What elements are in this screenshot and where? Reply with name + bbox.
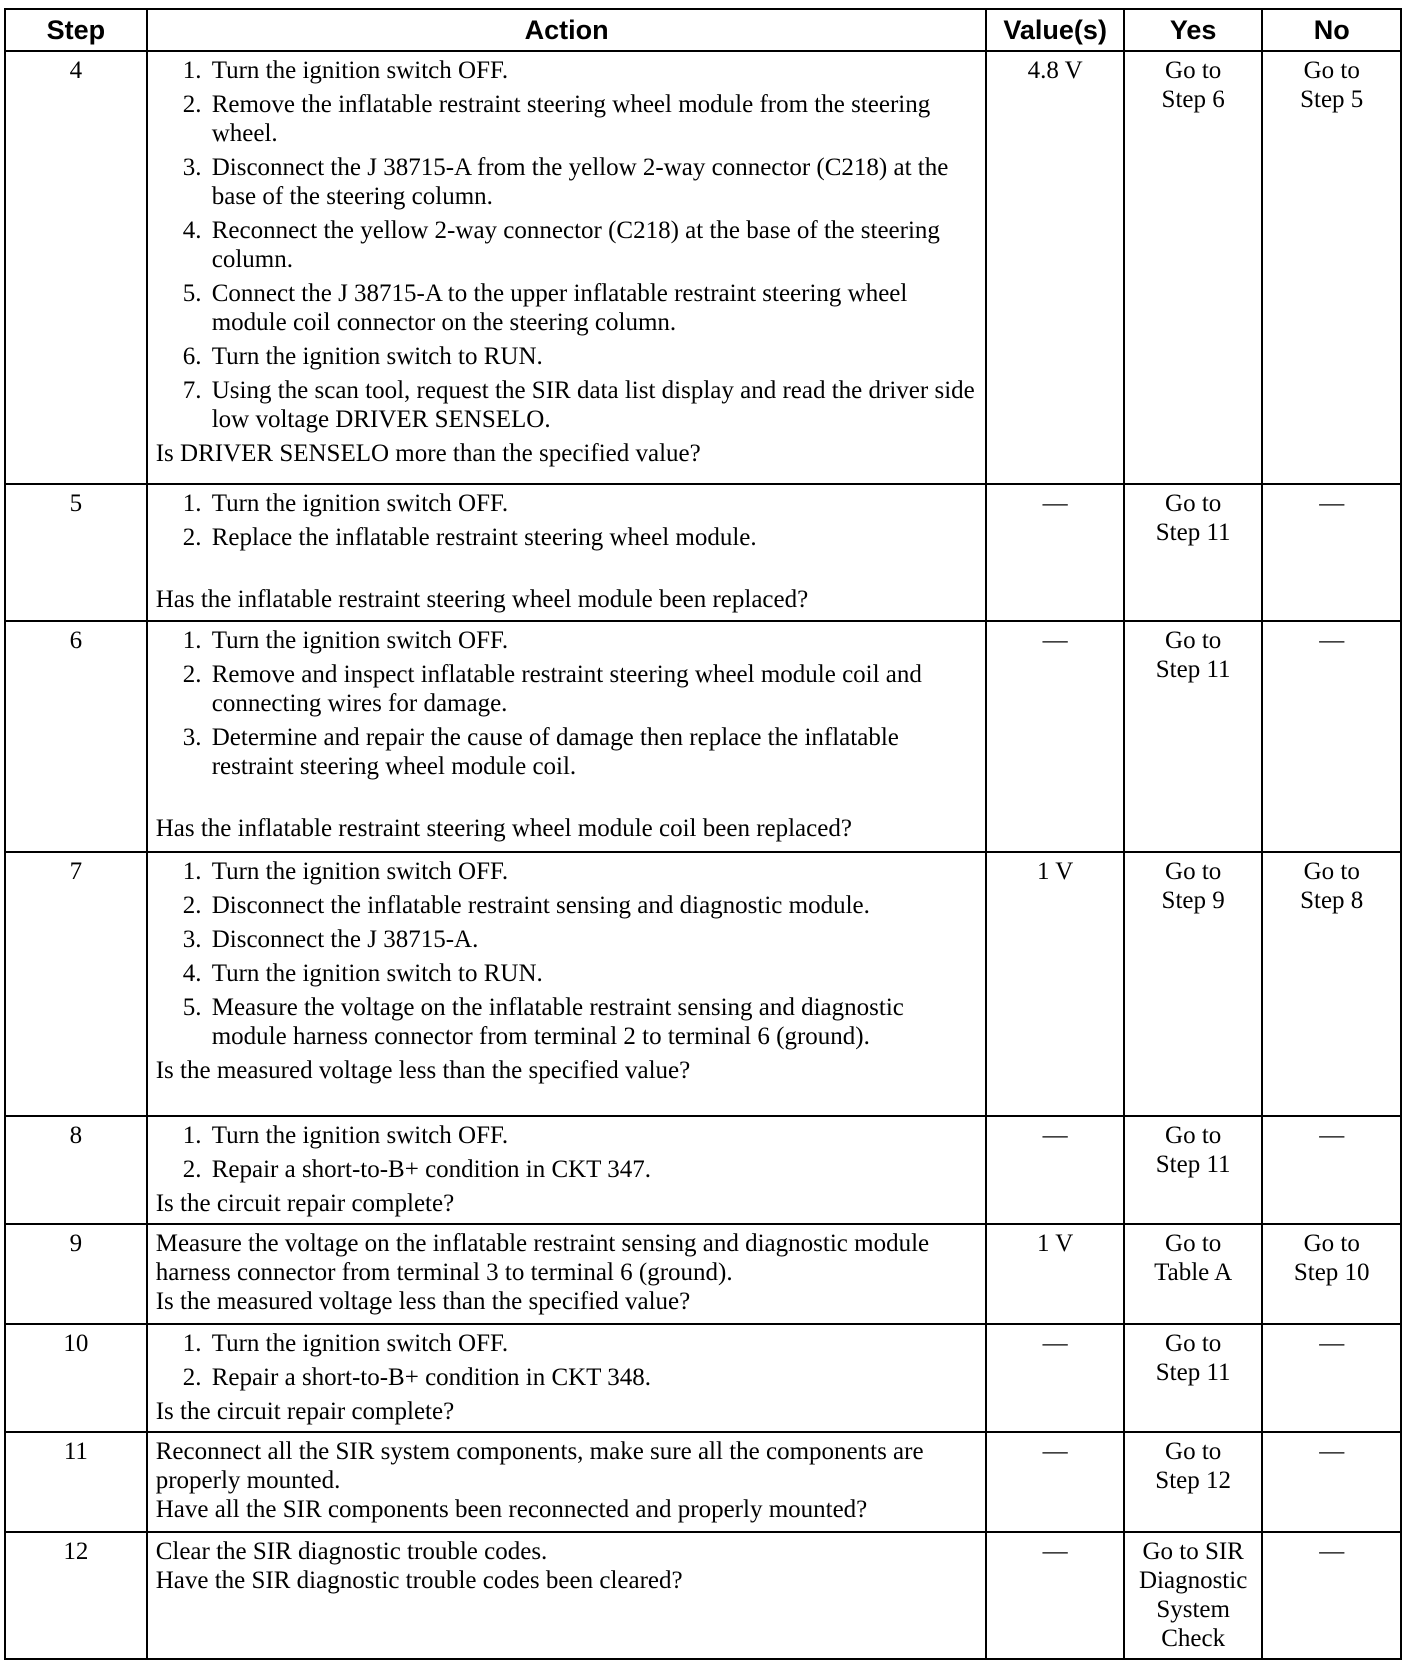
action-item: 2. Disconnect the inflatable restraint sensing and diagnostic module. — [208, 891, 978, 920]
yes-line: Step 12 — [1155, 1467, 1231, 1495]
yes-line: Step 11 — [1155, 1359, 1231, 1387]
diagnostic-table — [4, 8, 1402, 1660]
action-list — [156, 857, 978, 1051]
action-cell — [147, 484, 987, 621]
action-item: 7. Using the scan tool, request the SIR data list display and read the driver side low voltage DRIVER SENSELO. — [208, 376, 978, 434]
value-cell: 1 V — [986, 1224, 1123, 1324]
action-cell — [147, 852, 987, 1116]
yes-cell — [1124, 1224, 1263, 1324]
action-list — [156, 1121, 978, 1184]
action-item: 3. Determine and repair the cause of damage then replace the inflatable restraint steering wheel module coil. — [208, 723, 978, 781]
no-cell — [1262, 1224, 1401, 1324]
yes-cell — [1124, 1432, 1263, 1532]
no-line: Step 5 — [1300, 86, 1364, 113]
no-cell — [1262, 1532, 1401, 1659]
action-item: 4. Reconnect the yellow 2-way connector (C218) at the base of the steering column. — [208, 216, 978, 274]
yes-cell — [1124, 852, 1263, 1116]
step-number: 11 — [5, 1432, 147, 1532]
no-cell — [1262, 1432, 1401, 1532]
action-item: 1. Turn the ignition switch OFF. — [208, 56, 978, 85]
no-line: — — [1319, 1538, 1345, 1566]
no-cell — [1262, 852, 1401, 1116]
value-cell: — — [986, 621, 1123, 853]
action-cell — [147, 621, 987, 853]
action-item: 2. Repair a short-to-B+ condition in CKT 348. — [208, 1363, 978, 1392]
yes-line: Step 11 — [1155, 518, 1231, 546]
table-row-step-6 — [5, 621, 1401, 853]
yes-line: Step 9 — [1161, 887, 1225, 915]
yes-line: Go to — [1165, 626, 1222, 654]
yes-line: Go to — [1165, 1230, 1222, 1258]
yes-cell — [1124, 1116, 1263, 1224]
no-cell — [1262, 484, 1401, 621]
action-item: 2. Remove the inflatable restraint steering wheel module from the steering wheel. — [208, 90, 978, 148]
action-item: 6. Turn the ignition switch to RUN. — [208, 342, 978, 371]
no-line: — — [1319, 1122, 1345, 1150]
no-line: — — [1319, 626, 1345, 654]
yes-cell — [1124, 1532, 1263, 1659]
no-cell — [1262, 621, 1401, 853]
yes-line: Go to — [1165, 57, 1222, 84]
step-number: 9 — [5, 1224, 147, 1324]
yes-line: Step 11 — [1155, 1151, 1231, 1179]
action-item: 3. Disconnect the J 38715-A. — [208, 925, 978, 954]
value-cell: — — [986, 1116, 1123, 1224]
action-question: Has the inflatable restraint steering wheel module been replaced? — [155, 585, 809, 613]
header-row — [5, 9, 1401, 51]
yes-line: Go to — [1165, 1330, 1222, 1358]
action-question: Is DRIVER SENSELO more than the specified value? — [155, 440, 701, 467]
action-cell — [147, 1116, 987, 1224]
yes-line: Step 6 — [1161, 86, 1225, 113]
step-number: 5 — [5, 484, 147, 621]
no-line: — — [1319, 1330, 1345, 1358]
action-item: 1. Turn the ignition switch OFF. — [208, 1121, 978, 1150]
step-number: 4 — [5, 51, 147, 484]
no-line: Step 8 — [1300, 887, 1364, 915]
header-no: No — [1262, 9, 1401, 51]
action-question: Is the measured voltage less than the specified value? — [155, 1057, 691, 1085]
step-number: 6 — [5, 621, 147, 853]
action-question: Has the inflatable restraint steering wheel module coil been replaced? — [155, 814, 852, 842]
action-cell — [147, 1532, 987, 1659]
value-cell: 1 V — [986, 852, 1123, 1116]
step-number: 7 — [5, 852, 147, 1116]
yes-line: Table A — [1154, 1259, 1233, 1287]
step-number: 10 — [5, 1324, 147, 1432]
action-item: 5. Connect the J 38715-A to the upper inflatable restraint steering wheel module coil connector on the steering column. — [208, 279, 978, 337]
table-row-step-10 — [5, 1324, 1401, 1432]
table-row-step-9 — [5, 1224, 1401, 1324]
action-item: 2. Remove and inspect inflatable restraint steering wheel module coil and connecting wires for damage. — [208, 660, 978, 718]
action-item: 3. Disconnect the J 38715-A from the yellow 2-way connector (C218) at the base of the steering column. — [208, 153, 978, 211]
step-number: 8 — [5, 1116, 147, 1224]
yes-line: Diagnostic — [1138, 1567, 1248, 1595]
action-cell — [147, 1224, 987, 1324]
yes-line: Step 11 — [1155, 655, 1231, 683]
action-question: Have the SIR diagnostic trouble codes been cleared? — [155, 1567, 683, 1595]
yes-cell — [1124, 1324, 1263, 1432]
header-values: Value(s) — [986, 9, 1123, 51]
action-item: 1. Turn the ignition switch OFF. — [208, 489, 978, 518]
action-item: 1. Turn the ignition switch OFF. — [208, 626, 978, 655]
value-cell: 4.8 V — [986, 51, 1123, 484]
action-list — [156, 626, 978, 781]
action-list — [156, 1329, 978, 1392]
yes-line: Check — [1161, 1625, 1226, 1653]
header-action: Action — [147, 9, 987, 51]
action-cell — [147, 51, 987, 484]
yes-cell — [1124, 484, 1263, 621]
no-line: Go to — [1303, 1230, 1360, 1258]
action-list — [156, 489, 978, 552]
yes-line: Go to — [1165, 1438, 1222, 1466]
no-cell — [1262, 1324, 1401, 1432]
action-question: Is the circuit repair complete? — [155, 1398, 455, 1426]
no-line: Go to — [1303, 57, 1360, 84]
yes-line: Go to SIR — [1142, 1538, 1244, 1566]
no-cell — [1262, 1116, 1401, 1224]
table-row-step-5 — [5, 484, 1401, 621]
action-item: 5. Measure the voltage on the inflatable restraint sensing and diagnostic module harness connector from terminal 2 to terminal 6 (ground). — [208, 993, 978, 1051]
header-step: Step — [5, 9, 147, 51]
yes-line: Go to — [1165, 1122, 1222, 1150]
no-cell — [1262, 51, 1401, 484]
value-cell: — — [986, 1532, 1123, 1659]
action-question: Is the measured voltage less than the specified value? — [155, 1288, 691, 1316]
no-line: — — [1319, 489, 1345, 517]
yes-cell — [1124, 51, 1263, 484]
no-line: Step 10 — [1293, 1259, 1370, 1287]
value-cell: — — [986, 1324, 1123, 1432]
action-item: 2. Repair a short-to-B+ condition in CKT 347. — [208, 1155, 978, 1184]
action-cell — [147, 1432, 987, 1532]
action-text: Measure the voltage on the inflatable restraint sensing and diagnostic module harness connector from terminal 3 to terminal 6 (ground). — [155, 1230, 930, 1287]
yes-line: Go to — [1165, 489, 1222, 517]
action-list — [156, 56, 978, 434]
action-text: Clear the SIR diagnostic trouble codes. — [155, 1538, 548, 1566]
action-item: 4. Turn the ignition switch to RUN. — [208, 959, 978, 988]
action-text: Reconnect all the SIR system components, make sure all the components are properly mounted. — [155, 1438, 924, 1495]
action-cell — [147, 1324, 987, 1432]
action-item: 1. Turn the ignition switch OFF. — [208, 1329, 978, 1358]
table-row-step-7 — [5, 852, 1401, 1116]
yes-line: System — [1156, 1596, 1230, 1624]
no-line: — — [1319, 1438, 1345, 1466]
header-yes: Yes — [1124, 9, 1263, 51]
action-question: Have all the SIR components been reconnected and properly mounted? — [155, 1496, 868, 1524]
table-row-step-8 — [5, 1116, 1401, 1224]
table-row-step-12 — [5, 1532, 1401, 1659]
action-item: 2. Replace the inflatable restraint steering wheel module. — [208, 523, 978, 552]
yes-line: Go to — [1165, 858, 1222, 886]
value-cell: — — [986, 484, 1123, 621]
table-row-step-4 — [5, 51, 1401, 484]
table-row-step-11 — [5, 1432, 1401, 1532]
yes-cell — [1124, 621, 1263, 853]
no-line: Go to — [1303, 858, 1360, 886]
value-cell: — — [986, 1432, 1123, 1532]
step-number: 12 — [5, 1532, 147, 1659]
action-question: Is the circuit repair complete? — [155, 1190, 455, 1218]
action-item: 1. Turn the ignition switch OFF. — [208, 857, 978, 886]
